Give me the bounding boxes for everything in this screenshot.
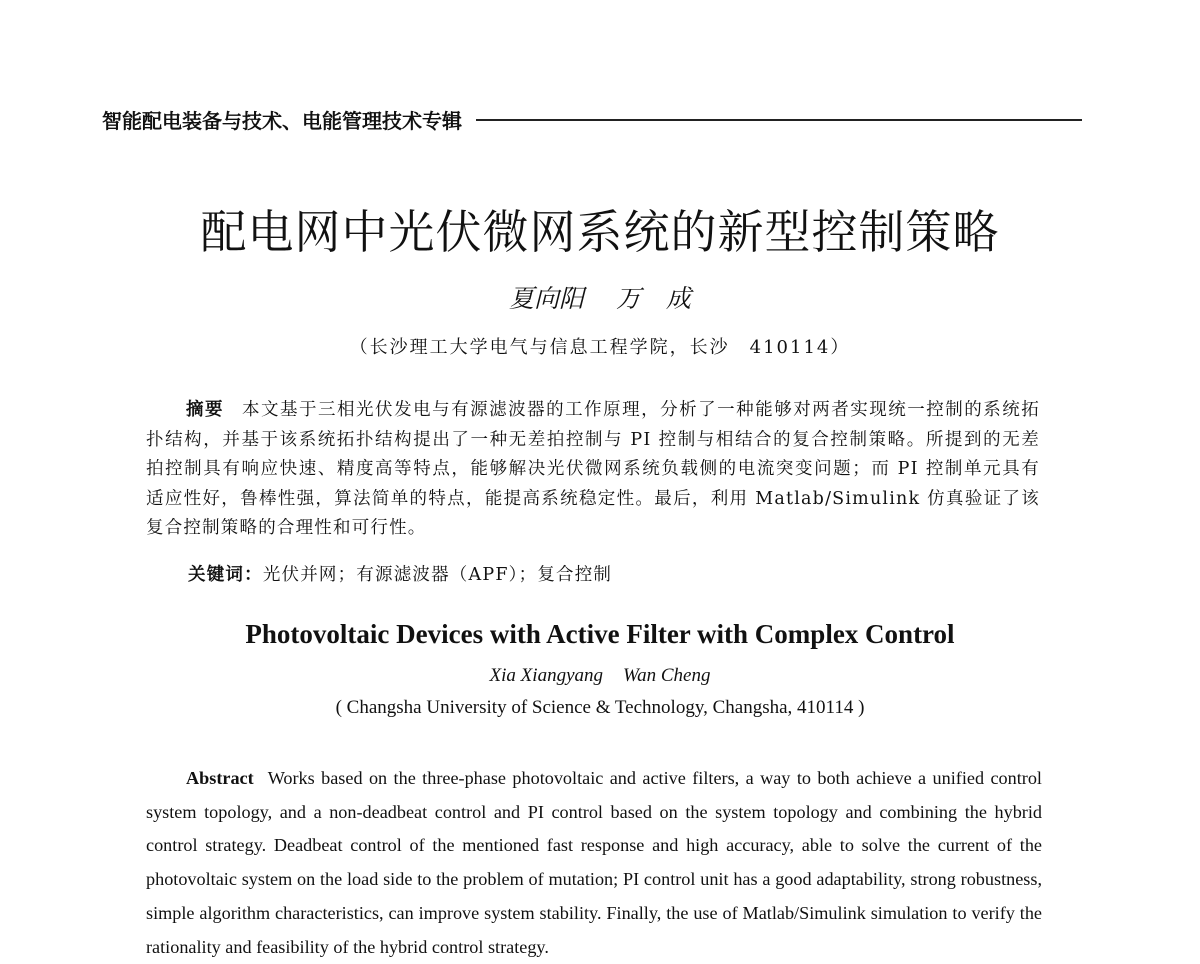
author-en-2: Wan Cheng <box>623 665 711 686</box>
journal-header <box>102 104 1082 134</box>
abstract-cn-label: 摘要 <box>186 400 225 420</box>
header-rule <box>476 119 1082 121</box>
journal-section-title: 智能配电装备与技术、电能管理技术专辑 <box>102 108 462 133</box>
keywords-cn <box>188 561 1038 586</box>
abstract-cn-text: 本文基于三相光伏发电与有源滤波器的工作原理，分析了一种能够对两者实现统一控制的系统拓扑结构，并基于该系统拓扑结构提出了一种无差拍控制与 PI 控制与相结合的复合控制策略。所提到的无差拍控制具有响应快速、精度高等特点，能够解决光伏微网系统负载侧的电流突变问题；而 PI 控制单元具有适应性好，鲁棒性强，算法简单的特点，能提高系统稳定性。最后，利用 Matlab/Simulink 仿真验证了该复合控制策略的合理性和可行性。 <box>146 400 1040 538</box>
paper-title-cn: 配电网中光伏微网系统的新型控制策略 <box>200 205 1000 259</box>
author-cn-1: 夏向阳 <box>508 284 584 313</box>
abstract-cn <box>146 396 1040 544</box>
affiliation-cn: （长沙理工大学电气与信息工程学院，长沙 410114） <box>349 337 851 358</box>
keywords-cn-text: 光伏并网；有源滤波器（APF）；复合控制 <box>262 565 613 585</box>
authors-cn <box>0 279 1200 315</box>
abstract-en <box>146 762 1042 964</box>
affiliation-en: ( Changsha University of Science & Technology, Changsha, 410114 ) <box>335 697 865 718</box>
abstract-en-text: Works based on the three-phase photovoltaic and active filters, a way to both achieve a unified control system topology, and a non-deadbeat control and PI control based on the system topology and combining the hybrid control strategy. Deadbeat control of the mentioned fast response and high accuracy, able to solve the current of the photovoltaic system on the load side to the problem of mutation; PI control unit has a good adaptability, strong robustness, simple algorithm characteristics, can improve system stability. Finally, the use of Matlab/Simulink simulation to verify the rationality and feasibility of the hybrid control strategy. <box>146 768 1042 957</box>
authors-en <box>0 665 1200 687</box>
abstract-en-label: Abstract <box>186 768 254 788</box>
author-en-1: Xia Xiangyang <box>489 665 603 686</box>
keywords-cn-label: 关键词： <box>188 565 263 585</box>
paper-title-en: Photovoltaic Devices with Active Filter with Complex Control <box>245 619 955 649</box>
author-cn-2: 万 成 <box>616 284 692 313</box>
